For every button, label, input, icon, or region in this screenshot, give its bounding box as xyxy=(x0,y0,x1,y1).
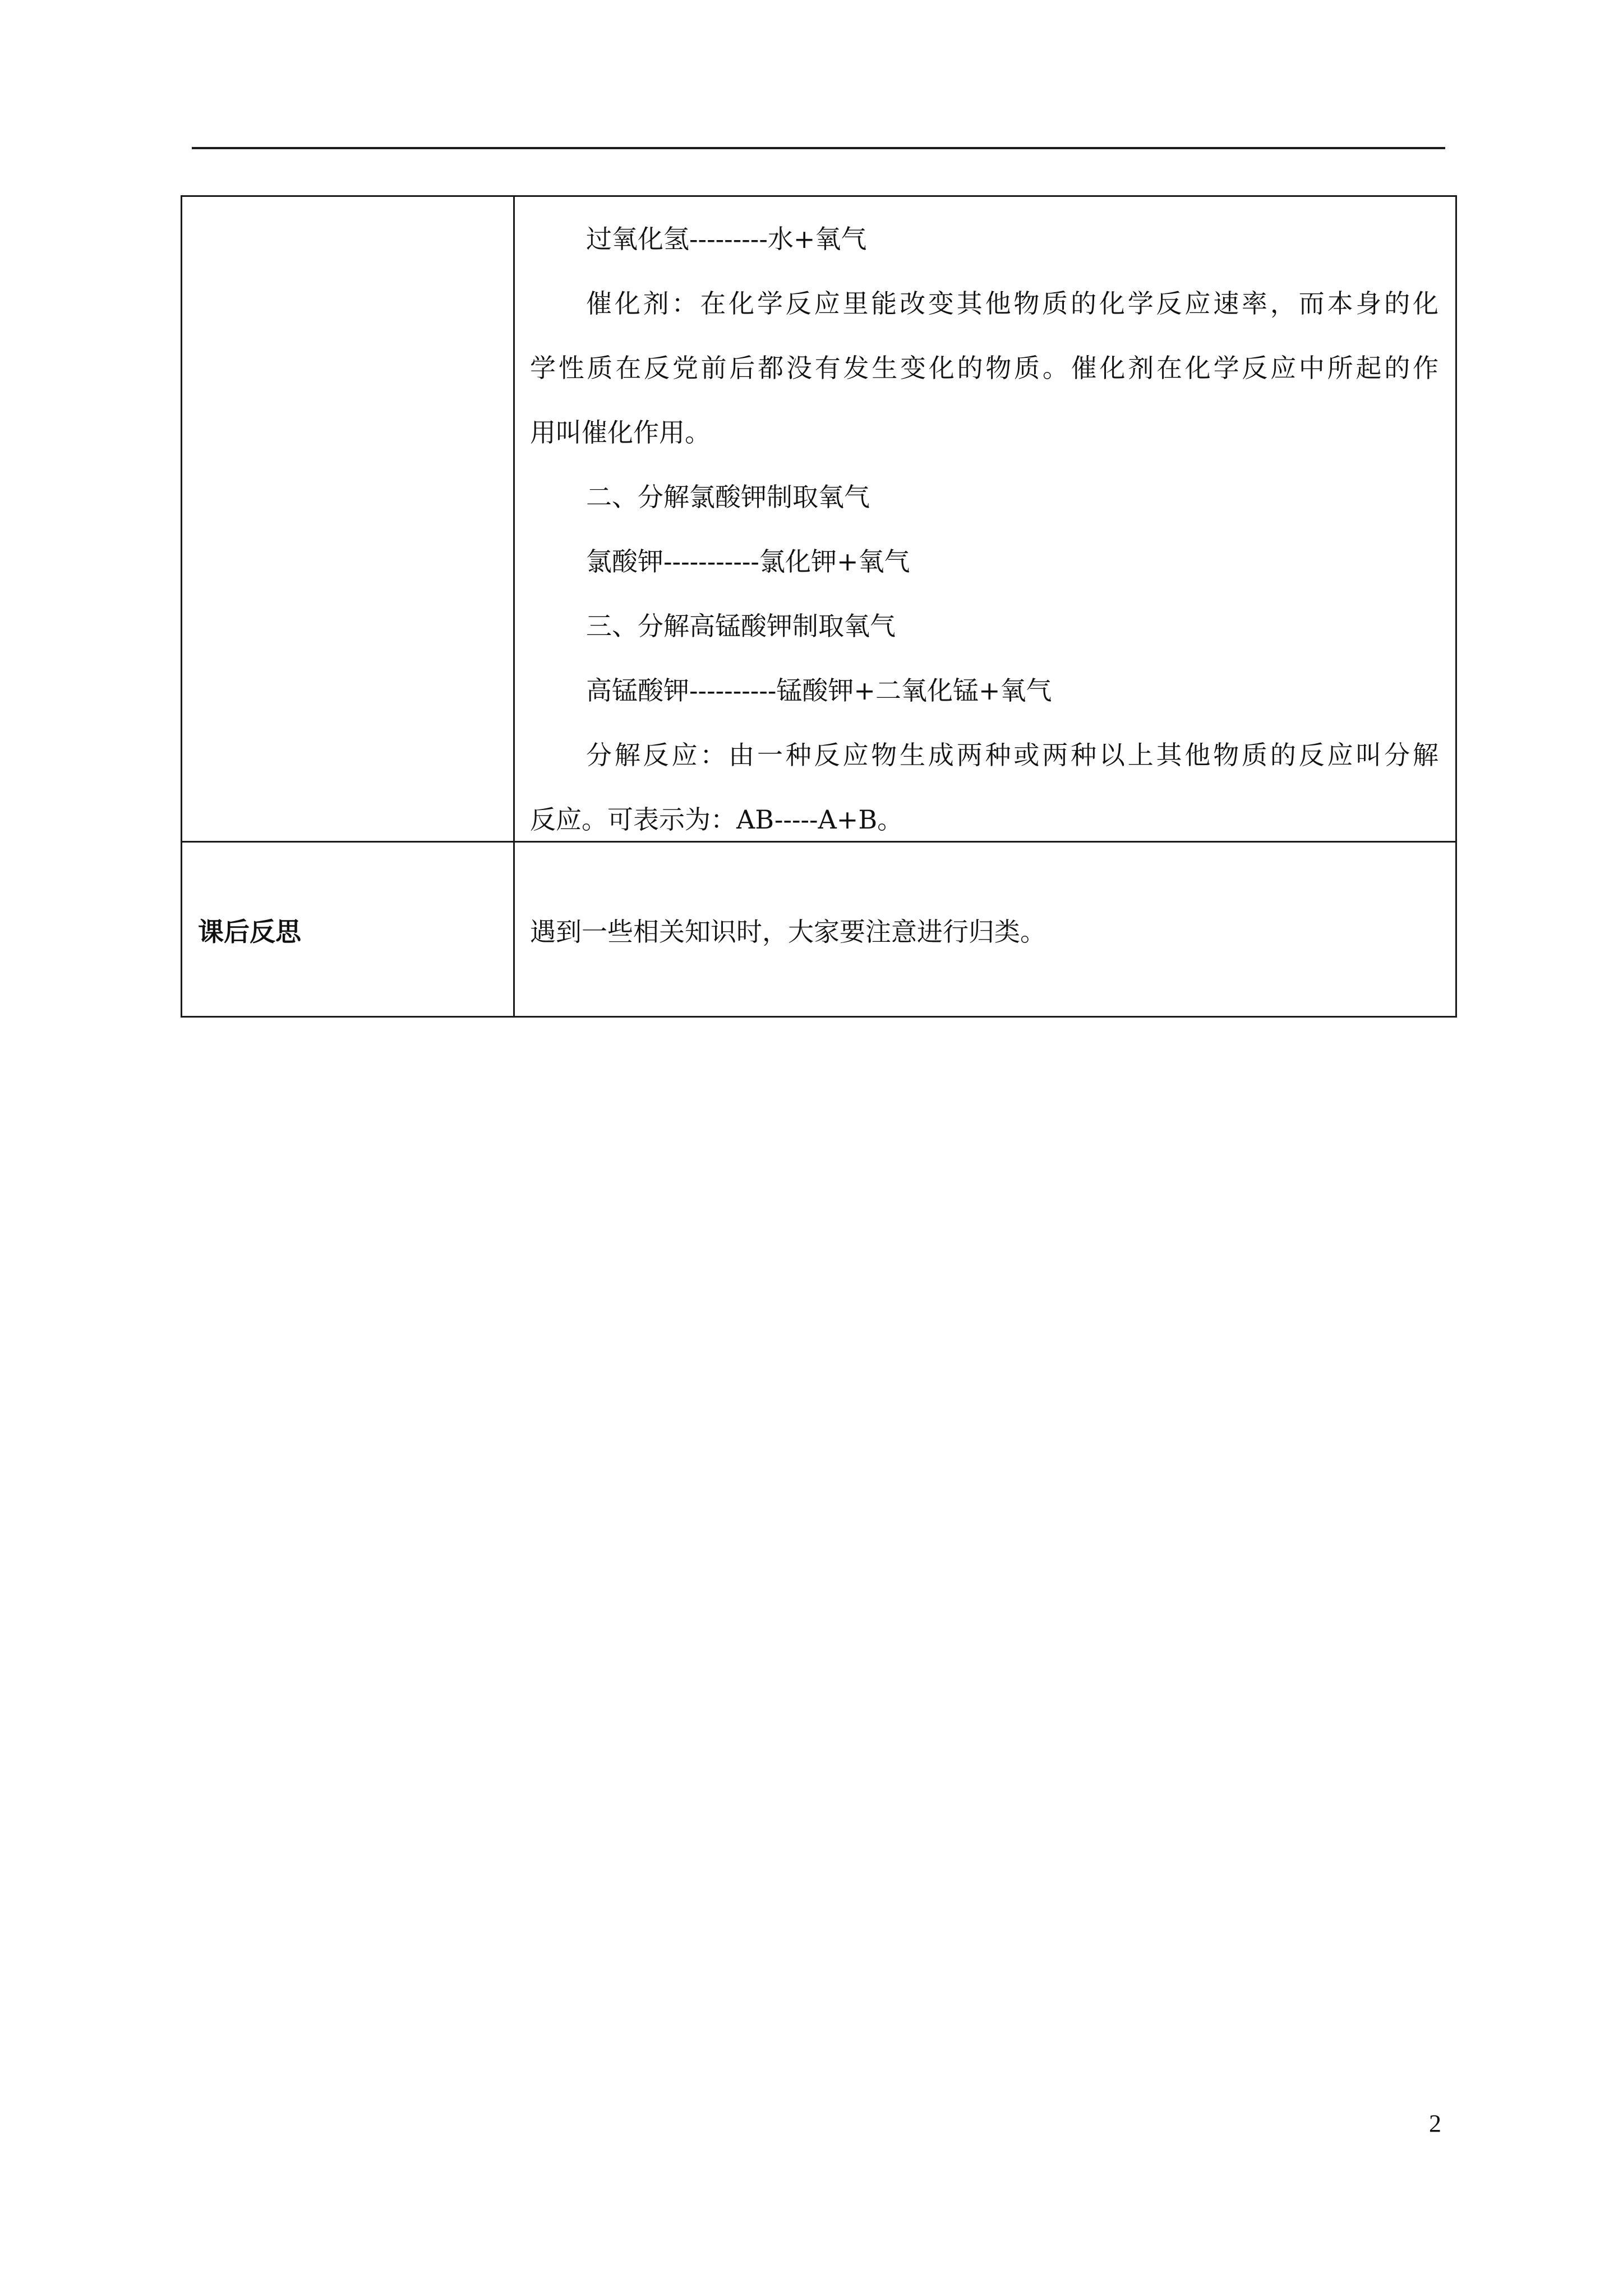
reflection-label: 课后反思 xyxy=(198,917,301,947)
catalyst-definition-line-1: 催化剂：在化学反应里能改变其他物质的化学反应速率，而本身的化 xyxy=(586,288,1438,319)
equation-potassium-permanganate: 高锰酸钾----------锰酸钾+二氧化锰+氧气 xyxy=(586,675,1052,706)
catalyst-definition-line-2: 学性质在反党前后都没有发生变化的物质。催化剂在化学反应中所起的作 xyxy=(530,353,1438,383)
column-divider xyxy=(513,197,515,1016)
content-cell xyxy=(530,207,1438,852)
decomposition-definition-line-2: 反应。可表示为：AB-----A+B。 xyxy=(530,804,903,835)
section-heading-potassium-permanganate: 三、分解高锰酸钾制取氧气 xyxy=(586,611,896,641)
reflection-text: 遇到一些相关知识时，大家要注意进行归类。 xyxy=(530,917,1046,947)
lesson-table xyxy=(181,195,1457,1018)
decomposition-definition-line-1: 分解反应：由一种反应物生成两种或两种以上其他物质的反应叫分解 xyxy=(586,740,1438,770)
page-number: 2 xyxy=(1429,2110,1441,2137)
equation-hydrogen-peroxide: 过氧化氢---------水+氧气 xyxy=(586,224,867,254)
catalyst-definition-line-3: 用叫催化作用。 xyxy=(530,417,711,448)
equation-potassium-chlorate: 氯酸钾-----------氯化钾+氧气 xyxy=(586,546,910,577)
header-rule xyxy=(192,147,1445,149)
section-heading-potassium-chlorate: 二、分解氯酸钾制取氧气 xyxy=(586,482,870,512)
